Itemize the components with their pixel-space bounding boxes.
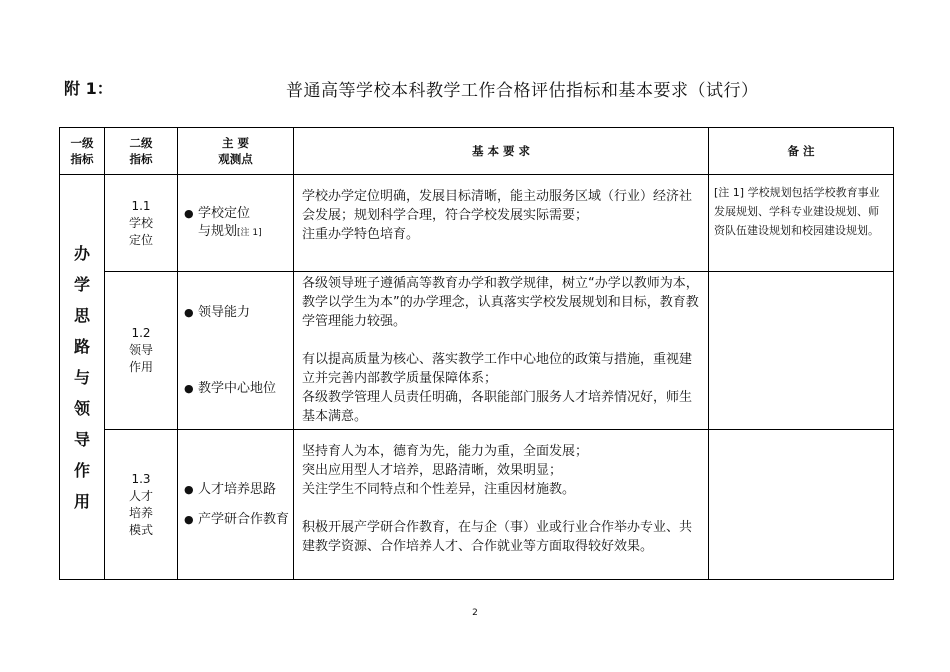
requirements-cell: 坚持育人为本，德育为先，能力为重，全面发展； 突出应用型人才培养，思路清晰，效果明显； 关注学生不同特点和个性差异，注重因材施教。 积极开展产学研合作教育，在与企（事）业或行业合作举办专业、共建教学资源、合作培养人才、合作就业等方面取得较好效果。 xyxy=(294,430,709,580)
observation-cell: ● 领导能力 ● 教学中心地位 xyxy=(178,272,294,430)
requirements-cell: 各级领导班子遵循高等教育办学和教学规律，树立“办学以教师为本，教学以学生为本”的办学理念，认真落实学校发展规划和目标，教育教学管理能力较强。 有以提高质量为核心、落实教学工作中心地位的政策与措施，重视建立并完善内部教学质量保障体系； 各级教学管理人员责任明确，各职能部门服务人才培养情况好，师生基本满意。 xyxy=(294,272,709,430)
observation-cell: ● 人才培养思路 ● 产学研合作教育 xyxy=(178,430,294,580)
requirements-cell: 学校办学定位明确，发展目标清晰，能主动服务区域（行业）经济社会发展；规划科学合理，符合学校发展实际需要； 注重办学特色培育。 xyxy=(294,175,709,272)
subindicator-cell: 1.3 人才 培养 模式 xyxy=(105,430,178,580)
header-level1: 一级 指标 xyxy=(60,128,105,175)
table-row xyxy=(60,175,894,272)
header-level2: 二级 指标 xyxy=(105,128,178,175)
table-header-row xyxy=(60,128,894,175)
remarks-cell xyxy=(709,430,894,580)
bullet-icon: ● xyxy=(184,206,194,220)
bullet-icon: ● xyxy=(184,482,194,496)
header-remarks: 备 注 xyxy=(709,128,894,175)
evaluation-table xyxy=(59,127,894,580)
page-number: 2 xyxy=(472,608,478,618)
remarks-cell: [注 1] 学校规划包括学校教育事业发展规划、学科专业建设规划、师资队伍建设规划和校园建设规划。 xyxy=(709,175,894,272)
bullet-icon: ● xyxy=(184,305,194,319)
remarks-cell xyxy=(709,272,894,430)
header-observation: 主 要 观测点 xyxy=(178,128,294,175)
dimension-label: 办 学 思 路 与 领 导 作 用 xyxy=(73,243,90,511)
subindicator-cell: 1.2 领导 作用 xyxy=(105,272,178,430)
observation-cell: ● 学校定位 与规划[注 1] xyxy=(178,175,294,272)
bullet-icon: ● xyxy=(184,512,194,526)
dimension-cell xyxy=(60,175,105,580)
document-title: 普通高等学校本科教学工作合格评估指标和基本要求（试行） xyxy=(286,81,759,101)
table-row xyxy=(60,272,894,430)
table-row xyxy=(60,430,894,580)
header-requirements: 基 本 要 求 xyxy=(294,128,709,175)
bullet-icon: ● xyxy=(184,381,194,395)
appendix-label: 附 1： xyxy=(64,79,113,98)
subindicator-cell: 1.1 学校 定位 xyxy=(105,175,178,272)
